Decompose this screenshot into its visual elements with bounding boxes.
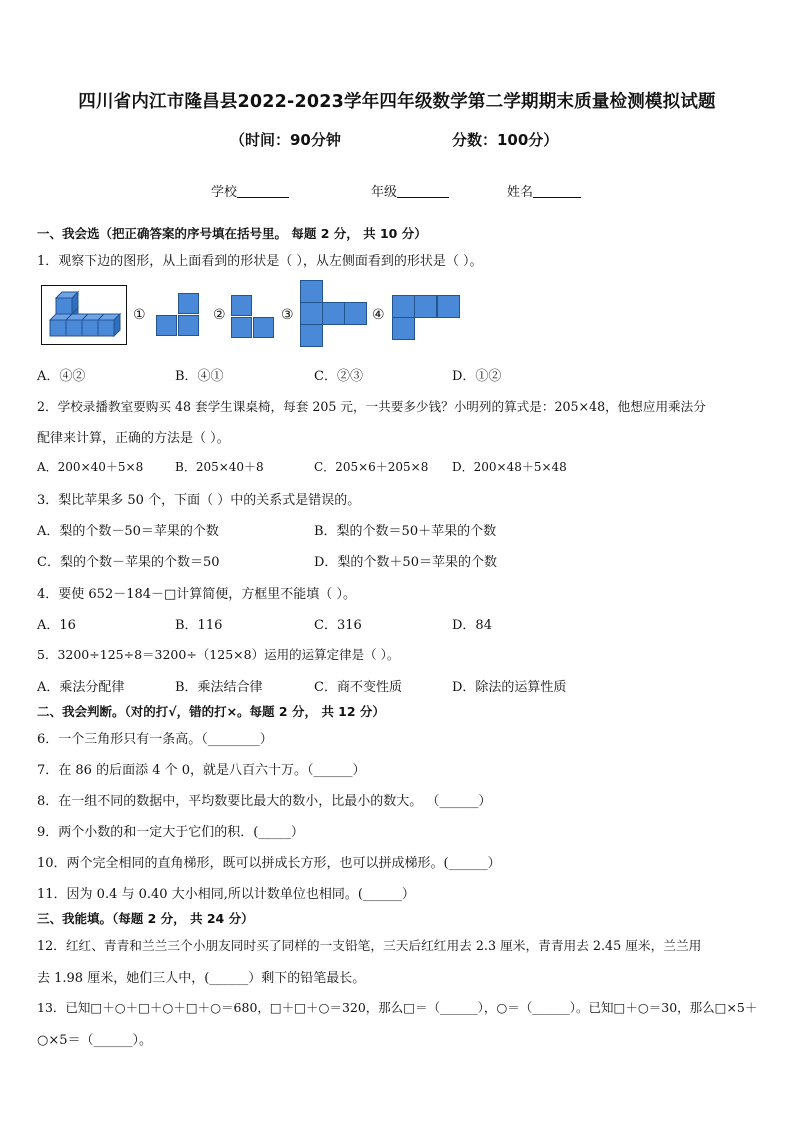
q2-option-d[interactable]: D．200×48＋5×48 <box>452 460 567 474</box>
name-field <box>507 181 581 200</box>
judge-item-9: 9．两个小数的和一定大于它们的积．(_____） <box>37 825 304 840</box>
q13-text-2: ○×5＝（______）。 <box>37 1033 153 1048</box>
school-blank[interactable] <box>237 184 289 198</box>
exam-title: 四川省内江市隆昌县2022-2023学年四年级数学第二学期期末质量检测模拟试题 <box>78 92 716 112</box>
shape-option-3 <box>300 280 372 348</box>
option-label-4: ④ <box>372 307 385 323</box>
name-blank[interactable] <box>533 184 581 198</box>
square-icon <box>414 295 437 318</box>
q2-option-b[interactable]: B．205×40＋8 <box>175 460 264 474</box>
q5-option-d[interactable]: D．除法的运算性质 <box>452 680 567 695</box>
q12-text-2: 去 1.98 厘米，她们三人中，(______）剩下的铅笔最长。 <box>37 971 366 986</box>
school-field <box>211 181 289 200</box>
judge-item-11: 11．因为 0.4 与 0.40 大小相同,所以计数单位也相同。(______） <box>37 887 415 902</box>
q3-option-d[interactable]: D．梨的个数＋50＝苹果的个数 <box>314 555 497 570</box>
name-label: 姓名 <box>507 185 534 200</box>
square-icon <box>231 317 252 338</box>
square-icon <box>392 295 415 318</box>
q3-option-b[interactable]: B．梨的个数＝50＋苹果的个数 <box>314 524 497 539</box>
section2-heading: 二、我会判断。（对的打√，错的打×。每题 2 分， 共 12 分） <box>37 704 385 719</box>
q3-option-c[interactable]: C．梨的个数－苹果的个数＝50 <box>37 555 220 570</box>
q5-text: 5．3200÷125÷8＝3200÷（125×8）运用的运算定律是（ ）。 <box>37 647 400 662</box>
school-label: 学校 <box>211 185 238 200</box>
judge-item-10: 10．两个完全相同的直角梯形，既可以拼成长方形，也可以拼成梯形。(______） <box>37 856 501 871</box>
square-icon <box>178 315 199 336</box>
judge-item-8: 8．在一组不同的数据中，平均数要比最大的数小，比最小的数大。 （______） <box>37 794 492 809</box>
option-label-2: ② <box>213 307 226 323</box>
q2-option-c[interactable]: C．205×6＋205×8 <box>314 460 429 474</box>
q2-text-2: 配律来计算，正确的方法是（ ）。 <box>37 431 230 446</box>
q4-option-a[interactable]: A．16 <box>37 618 76 633</box>
q5-option-b[interactable]: B．乘法结合律 <box>175 680 263 695</box>
q4-text: 4．要使 652－184－□计算简便，方框里不能填（ ）。 <box>37 587 356 602</box>
q1-option-c[interactable]: C．②③ <box>314 369 363 384</box>
option-label-1: ① <box>133 307 146 323</box>
q2-option-a[interactable]: A．200×40＋5×8 <box>37 460 144 474</box>
square-icon <box>344 302 367 325</box>
square-icon <box>300 302 323 325</box>
q1-text: 1．观察下边的图形，从上面看到的形状是（ ），从左侧面看到的形状是（ ）。 <box>37 254 483 269</box>
q1-option-d[interactable]: D．①② <box>452 369 502 384</box>
shape-option-4 <box>392 295 462 341</box>
grade-field <box>371 181 449 200</box>
q3-option-a[interactable]: A．梨的个数－50＝苹果的个数 <box>37 524 219 539</box>
shape-option-2 <box>231 295 275 339</box>
q13-text-1: 13．已知□＋○＋□＋○＋□＋○＝680，□＋□＋○＝320，那么□＝（______），○＝（______）。已知□＋○＝30，那么□×5＋ <box>37 1000 758 1015</box>
section1-heading: 一、我会选（把正确答案的序号填在括号里。 每题 2 分， 共 10 分） <box>37 226 427 241</box>
q5-option-c[interactable]: C．商不变性质 <box>314 680 402 695</box>
square-icon <box>178 293 199 314</box>
section3-heading: 三、我能填。（每题 2 分， 共 24 分） <box>37 911 254 926</box>
judge-item-7: 7．在 86 的后面添 4 个 0，就是八百六十万。（______） <box>37 763 366 778</box>
square-icon <box>322 302 345 325</box>
square-icon <box>300 280 323 303</box>
grade-label: 年级 <box>371 185 398 200</box>
q12-text-1: 12．红红、青青和兰兰三个小朋友同时买了同样的一支铅笔，三天后红红用去 2.3 厘米，青青用去 2.45 厘米，兰兰用 <box>37 938 702 953</box>
square-icon <box>392 317 415 340</box>
cube-stack-icon <box>42 286 126 344</box>
option-label-3: ③ <box>281 307 294 323</box>
square-icon <box>231 295 252 316</box>
exam-time: （时间：90分钟 <box>230 131 341 149</box>
shape-option-1 <box>156 293 200 337</box>
judge-item-6: 6．一个三角形只有一条高。（________） <box>37 732 273 747</box>
q2-text-1: 2．学校录播教室要购买 48 套学生课桌椅，每套 205 元，一共要多少钱？小明列的算式是：205×48，他想应用乘法分 <box>37 399 706 414</box>
square-icon <box>300 324 323 347</box>
q4-option-c[interactable]: C．316 <box>314 618 362 633</box>
q5-option-a[interactable]: A．乘法分配律 <box>37 680 125 695</box>
q1-option-b[interactable]: B．④① <box>175 369 224 384</box>
q3-text: 3．梨比苹果多 50 个，下面（ ）中的关系式是错误的。 <box>37 493 361 508</box>
q1-cube-figure <box>41 285 127 345</box>
q1-option-a[interactable]: A．④② <box>37 369 86 384</box>
exam-score: 分数：100分） <box>452 131 559 149</box>
grade-blank[interactable] <box>397 184 449 198</box>
square-icon <box>253 317 274 338</box>
square-icon <box>156 315 177 336</box>
square-icon <box>437 295 460 318</box>
q4-option-b[interactable]: B．116 <box>175 618 223 633</box>
q4-option-d[interactable]: D．84 <box>452 618 492 633</box>
